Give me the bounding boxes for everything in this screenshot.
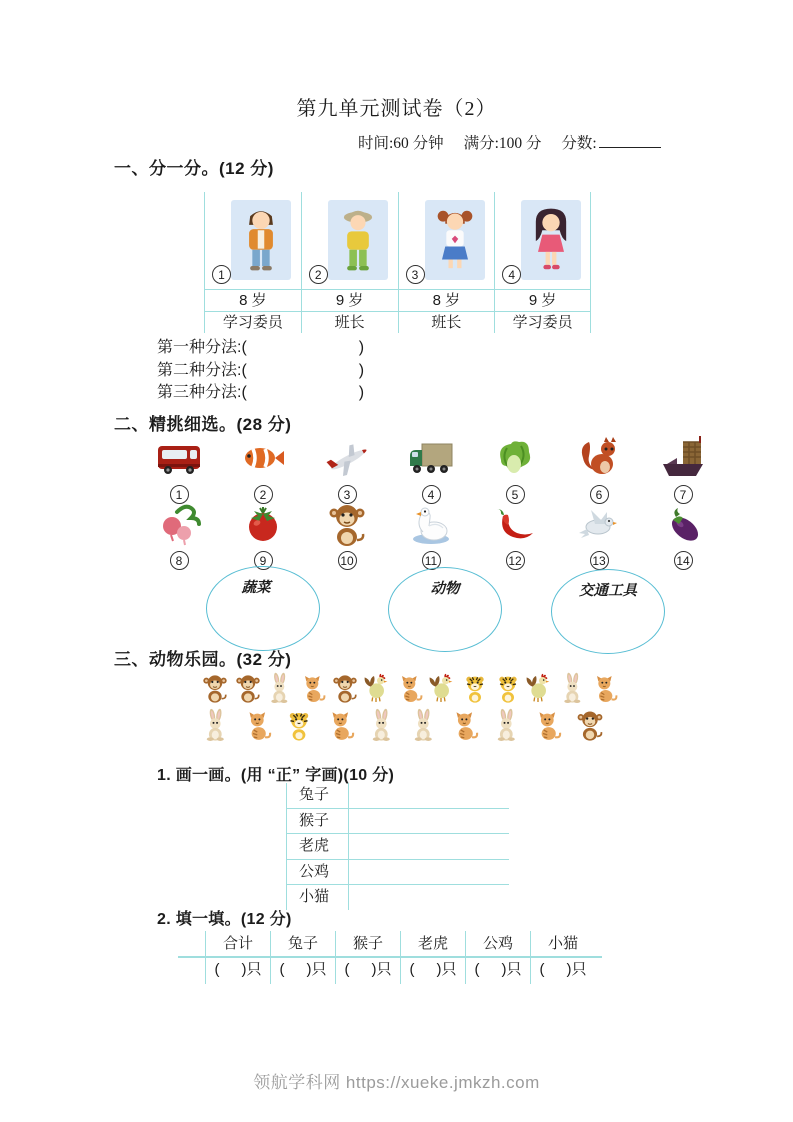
student-image-cell xyxy=(301,192,398,289)
method-line xyxy=(157,382,364,405)
tally-row xyxy=(287,885,509,910)
items-row-2 xyxy=(143,500,719,570)
score-label: 分数: xyxy=(561,135,597,152)
close-paren-unit: )只 xyxy=(241,961,262,978)
classify-item[interactable] xyxy=(395,500,467,570)
rabbit-icon xyxy=(557,671,589,705)
tally-animal-label: 老虎 xyxy=(287,834,349,859)
items-row-1 xyxy=(143,434,719,504)
parade-row xyxy=(199,707,607,743)
squirrel-icon xyxy=(573,434,625,482)
tally-animal-label: 兔子 xyxy=(287,783,349,808)
tiger-icon xyxy=(282,707,316,743)
group-label: 动物 xyxy=(430,581,460,597)
fill-count-cell[interactable] xyxy=(205,956,270,984)
tiger-icon xyxy=(459,671,491,705)
method-line xyxy=(157,360,364,383)
rooster-icon xyxy=(427,671,459,705)
tally-row xyxy=(287,860,509,886)
tally-blank[interactable] xyxy=(349,834,509,859)
fill-column-header: 合计 xyxy=(205,931,270,956)
tally-row xyxy=(287,783,509,809)
item-number: 12 xyxy=(506,551,525,570)
student-photo xyxy=(425,200,485,280)
classify-item[interactable] xyxy=(479,434,551,504)
student-number: 1 xyxy=(212,265,231,284)
fill-column-header: 老虎 xyxy=(400,931,465,956)
classify-item[interactable] xyxy=(647,434,719,504)
fill-count-cell[interactable] xyxy=(270,956,335,984)
tally-blank[interactable] xyxy=(349,783,509,808)
group-oval-animals[interactable] xyxy=(388,567,502,652)
eggplant-icon xyxy=(657,500,709,548)
group-label: 蔬菜 xyxy=(241,580,271,596)
cat-icon xyxy=(241,707,275,743)
student-photo xyxy=(231,200,291,280)
tally-row xyxy=(287,809,509,835)
fill-column-header: 猴子 xyxy=(335,931,400,956)
cat-icon xyxy=(324,707,358,743)
open-paren: ( xyxy=(241,361,247,379)
item-number: 14 xyxy=(674,551,693,570)
cat-icon xyxy=(394,671,426,705)
item-number: 8 xyxy=(170,551,189,570)
dove-icon xyxy=(573,500,625,548)
rabbit-icon xyxy=(490,707,524,743)
student-photo xyxy=(328,200,388,280)
student-age: 9 岁 xyxy=(301,289,398,311)
open-paren: ( xyxy=(214,961,220,978)
tally-heading: 1. 画一画。(用 “正” 字画)(10 分) xyxy=(157,767,395,784)
rabbit-icon xyxy=(199,707,233,743)
classification-methods xyxy=(157,337,364,405)
open-paren: ( xyxy=(344,961,350,978)
student-image-cell xyxy=(204,192,301,289)
animal-parade xyxy=(199,671,621,743)
classify-item[interactable] xyxy=(311,434,383,504)
airplane-icon xyxy=(321,434,373,482)
classify-item[interactable] xyxy=(227,500,299,570)
method-label: 第三种分法: xyxy=(157,384,242,401)
item-number: 13 xyxy=(590,551,609,570)
item-number: 4 xyxy=(422,485,441,504)
classify-item[interactable] xyxy=(143,434,215,504)
open-paren: ( xyxy=(409,961,415,978)
classify-item[interactable] xyxy=(647,500,719,570)
student-age: 8 岁 xyxy=(398,289,495,311)
score-blank[interactable] xyxy=(599,134,661,148)
fill-count-cell[interactable] xyxy=(530,956,595,984)
fill-count-cell[interactable] xyxy=(465,956,530,984)
item-number: 3 xyxy=(338,485,357,504)
tomato-icon xyxy=(237,500,289,548)
item-number: 7 xyxy=(674,485,693,504)
item-number: 9 xyxy=(254,551,273,570)
classify-item[interactable] xyxy=(563,500,635,570)
rabbit-icon xyxy=(365,707,399,743)
pepper-icon xyxy=(489,500,541,548)
close-paren-unit: )只 xyxy=(436,961,457,978)
rabbit-icon xyxy=(264,671,296,705)
fill-column-header: 公鸡 xyxy=(465,931,530,956)
classify-item[interactable] xyxy=(479,500,551,570)
student-age: 8 岁 xyxy=(204,289,301,311)
student-photo xyxy=(521,200,581,280)
rabbit-icon xyxy=(407,707,441,743)
student-role: 学习委员 xyxy=(204,311,301,333)
close-paren: ) xyxy=(358,361,365,379)
fill-table xyxy=(205,931,597,984)
cat-icon xyxy=(589,671,621,705)
classify-item[interactable] xyxy=(563,434,635,504)
exam-time: 时间:60 分钟 xyxy=(358,135,444,152)
open-paren: ( xyxy=(241,384,247,401)
open-paren: ( xyxy=(241,339,247,356)
monkey-icon xyxy=(573,707,607,743)
method-label: 第二种分法: xyxy=(157,361,242,379)
fill-column-header: 兔子 xyxy=(270,931,335,956)
student-role: 班长 xyxy=(398,311,495,333)
item-number: 1 xyxy=(170,485,189,504)
tally-blank[interactable] xyxy=(349,809,509,834)
classify-item[interactable] xyxy=(227,434,299,504)
close-paren: ) xyxy=(358,339,365,356)
boy-hat-icon xyxy=(332,204,384,276)
fill-values-row xyxy=(205,956,597,984)
girl-longhair-icon xyxy=(525,204,577,276)
monkey-icon xyxy=(321,500,373,548)
student-role: 学习委员 xyxy=(494,311,591,333)
fill-count-cell[interactable] xyxy=(400,956,465,984)
section3-heading: 三、动物乐园。(32 分) xyxy=(114,650,292,669)
close-paren-unit: )只 xyxy=(566,961,587,978)
fill-header-row xyxy=(205,931,597,956)
item-number: 6 xyxy=(590,485,609,504)
girl-pigtails-icon xyxy=(429,204,481,276)
cat-icon xyxy=(297,671,329,705)
monkey-icon xyxy=(329,671,361,705)
close-paren: ) xyxy=(358,384,365,401)
group-oval-vegetables[interactable] xyxy=(206,566,320,651)
fill-column-header: 小猫 xyxy=(530,931,595,956)
student-role: 班长 xyxy=(301,311,398,333)
student-image-cell xyxy=(398,192,495,289)
swan-icon xyxy=(405,500,457,548)
truck-icon xyxy=(405,434,457,482)
classify-item[interactable] xyxy=(311,500,383,570)
students-table xyxy=(204,192,591,333)
section2-heading: 二、精挑细选。(28 分) xyxy=(114,415,292,434)
open-paren: ( xyxy=(279,961,285,978)
cabbage-icon xyxy=(489,434,541,482)
close-paren-unit: )只 xyxy=(306,961,327,978)
page-title: 第九单元测试卷（2） xyxy=(296,98,497,120)
section1-heading: 一、分一分。(12 分) xyxy=(114,159,274,178)
fill-heading: 2. 填一填。(12 分) xyxy=(157,911,292,928)
tally-table xyxy=(286,783,509,910)
student-number: 2 xyxy=(309,265,328,284)
item-number: 11 xyxy=(422,551,441,570)
monkey-icon xyxy=(199,671,231,705)
rooster-icon xyxy=(362,671,394,705)
tally-animal-label: 猴子 xyxy=(287,809,349,834)
cat-icon xyxy=(448,707,482,743)
tally-row xyxy=(287,834,509,860)
parade-row xyxy=(199,671,621,705)
fill-table-divider xyxy=(178,956,602,958)
exam-full-score: 满分:100 分 xyxy=(463,135,542,152)
cat-icon xyxy=(531,707,565,743)
student-number: 4 xyxy=(502,265,521,284)
footer-watermark: 领航学科网 https://xueke.jmkzh.com xyxy=(253,1073,540,1092)
item-number: 10 xyxy=(338,551,357,570)
boy-jacket-icon xyxy=(235,204,287,276)
close-paren-unit: )只 xyxy=(371,961,392,978)
classify-item[interactable] xyxy=(143,500,215,570)
student-image-cell xyxy=(494,192,591,289)
item-number: 5 xyxy=(506,485,525,504)
close-paren-unit: )只 xyxy=(501,961,522,978)
tally-animal-label: 公鸡 xyxy=(287,860,349,885)
open-paren: ( xyxy=(474,961,480,978)
classify-item[interactable] xyxy=(395,434,467,504)
exam-info-line xyxy=(358,131,661,153)
student-age: 9 岁 xyxy=(494,289,591,311)
student-number: 3 xyxy=(406,265,425,284)
clownfish-icon xyxy=(237,434,289,482)
tally-animal-label: 小猫 xyxy=(287,885,349,910)
bus-icon xyxy=(153,434,205,482)
tally-blank[interactable] xyxy=(349,860,509,885)
tiger-icon xyxy=(492,671,524,705)
monkey-icon xyxy=(232,671,264,705)
method-label: 第一种分法: xyxy=(157,339,242,356)
item-number: 2 xyxy=(254,485,273,504)
radish-icon xyxy=(153,500,205,548)
method-line xyxy=(157,337,364,360)
ship-icon xyxy=(657,434,709,482)
tally-blank[interactable] xyxy=(349,885,509,910)
rooster-icon xyxy=(524,671,556,705)
open-paren: ( xyxy=(539,961,545,978)
fill-count-cell[interactable] xyxy=(335,956,400,984)
group-oval-vehicles[interactable] xyxy=(551,569,665,654)
group-label: 交通工具 xyxy=(579,583,637,599)
